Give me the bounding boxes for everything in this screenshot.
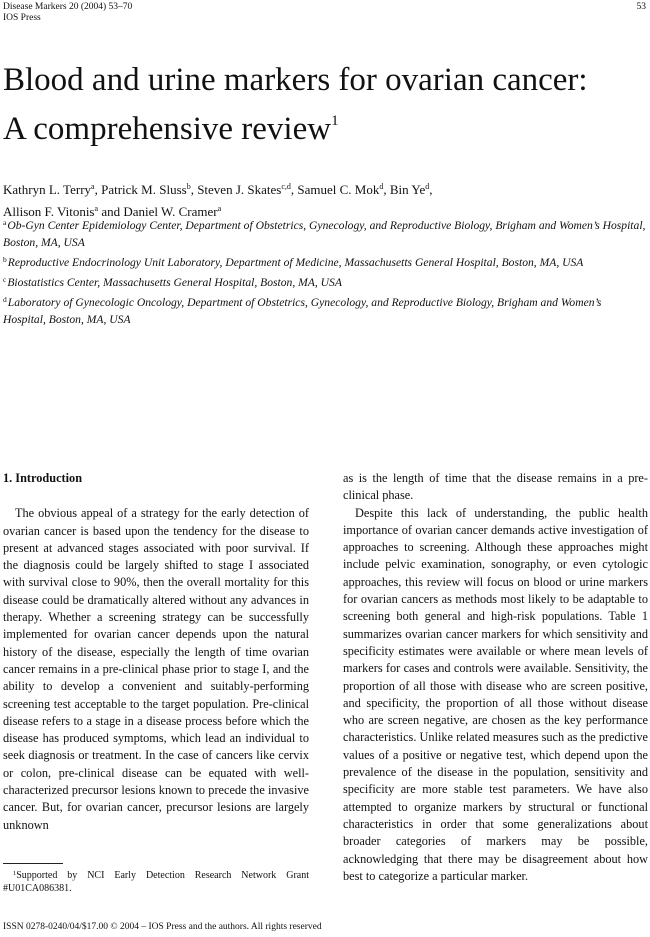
affiliation: $^d$Laboratory of Gynecologic Oncology, Department of Obstetrics, Gynecology, and Reproductive Biology, Brigham and Women’s Hospital, Boston, MA, USA <box>3 295 602 326</box>
footnote-rule <box>3 863 63 864</box>
footnote <box>3 867 309 895</box>
author: Kathryn L. Terry <box>3 182 92 197</box>
paper-title <box>3 60 647 150</box>
author-affiliation-mark: a <box>217 204 222 213</box>
running-header <box>3 2 132 24</box>
body-paragraph: The obvious appeal of a strategy for the early detection of ovarian cancer is based upon the tendency for the disease to present at advanced stages associated with poor survival. If the diagnosis could be largely shifted to stage I associated with survival close to 90%, then the overall mortality for this disease could be dramatically altered without any advances in therapy. Whether a screening strategy can be successfully implemented for ovarian cancer depends upon the natural history of the disease, especially the length of time ovarian cancer remains in a pre-clinical phase prior to stage I, and the ability to develop a convenient and suitably-performing screening test acceptable to the target population. Pre-clinical disease refers to a stage in a disease process before which the disease has produced symptoms, which lead an individual to seek diagnosis or treatment. In the case of cancers like cervix or colon, pre-clinical disease can be equated with well-characterized precursor lesions known to precede the invasive cancer. But, for ovarian cancer, precursor lesions are largely unknown <box>3 506 309 832</box>
copyright-footer: ISSN 0278-0240/04/$17.00 © 2004 – IOS Press and the authors. All rights reserved <box>3 922 322 932</box>
author-affiliation-mark: d <box>425 182 430 191</box>
footnote-text: Supported by NCI Early Detection Research Network Grant #U01CA086381. <box>3 870 309 894</box>
author-affiliation-mark: a <box>94 204 99 213</box>
affiliation: $^b$Reproductive Endocrinology Unit Laboratory, Department of Medicine, Massachusetts General Hospital, Boston, MA, USA <box>3 255 584 269</box>
title-footnote-mark: 1 <box>331 113 339 129</box>
body-column-left <box>3 470 309 834</box>
title-line-2: A comprehensive review <box>3 111 332 147</box>
footnote-mark: 1 <box>13 870 17 877</box>
author-affiliation-mark: d <box>379 182 384 191</box>
body-paragraph: Despite this lack of understanding, the public health importance of ovarian cancer demands active investigation of approaches to screening. Although these approaches might include pelvic examination, sonography, or even cytologic approaches, this review will focus on blood or urine markers for ovarian cancers as methods most likely to be adaptable to screening both general and high-risk populations. Table 1 summarizes ovarian cancer markers for which sensitivity and specificity estimates were available or where mean levels of markers for cases and controls were available. Sensitivity, the proportion of all those with disease who are screen positive, and specificity, the proportion of all those without disease who are screen negative, are chosen as the key performance characteristics. Unlike related measures such as the predictive values of a positive or negative test, which depend upon the prevalence of the disease in the population, sensitivity and specificity are more stable test parameters. We have also attempted to organize markers by structural or functional characteristics in order that some generalizations about broader categories of markers may be possible, acknowledging that there may be disagreement about how best to categorize a particular marker. <box>343 505 648 883</box>
author: Daniel W. Cramer <box>123 204 218 219</box>
publisher-name: IOS Press <box>3 13 41 23</box>
author: Steven J. Skates <box>197 182 282 197</box>
affiliation: $^c$Biostatistics Center, Massachusetts General Hospital, Boston, MA, USA <box>3 275 342 289</box>
author-affiliation-mark: a <box>91 182 95 191</box>
title-line-1: Blood and urine markers for ovarian cancer: <box>3 62 588 98</box>
author: Bin Ye <box>389 182 426 197</box>
body-paragraph-continuation: as is the length of time that the disease remains in a pre-clinical phase. <box>343 471 648 503</box>
section-heading: 1. Introduction <box>3 471 83 485</box>
author-affiliation-mark: c,d <box>281 182 291 191</box>
author-list: Kathryn L. Terry$^a$, Patrick M. Sluss$^b$, Steven J. Skates$^{c,d}$, Samuel C. Mok$^d$, Bin Ye$^d$, Allison F. Vitonis$^a$ and Daniel W. Cramer$^a$ <box>3 182 433 219</box>
author: Allison F. Vitonis <box>3 204 95 219</box>
author: Patrick M. Sluss <box>101 182 187 197</box>
journal-citation: Disease Markers 20 (2004) 53–70 <box>3 2 133 12</box>
author-affiliation-mark: b <box>186 182 191 191</box>
page-number: 53 <box>636 2 646 12</box>
affiliation: $^a$Ob-Gyn Center Epidemiology Center, Department of Obstetrics, Gynecology, and Reproductive Biology, Brigham and Women’s Hospital, Boston, MA, USA <box>3 218 646 249</box>
affiliation-list <box>3 214 647 328</box>
body-column-right <box>343 470 648 885</box>
author: Samuel C. Mok <box>297 182 380 197</box>
